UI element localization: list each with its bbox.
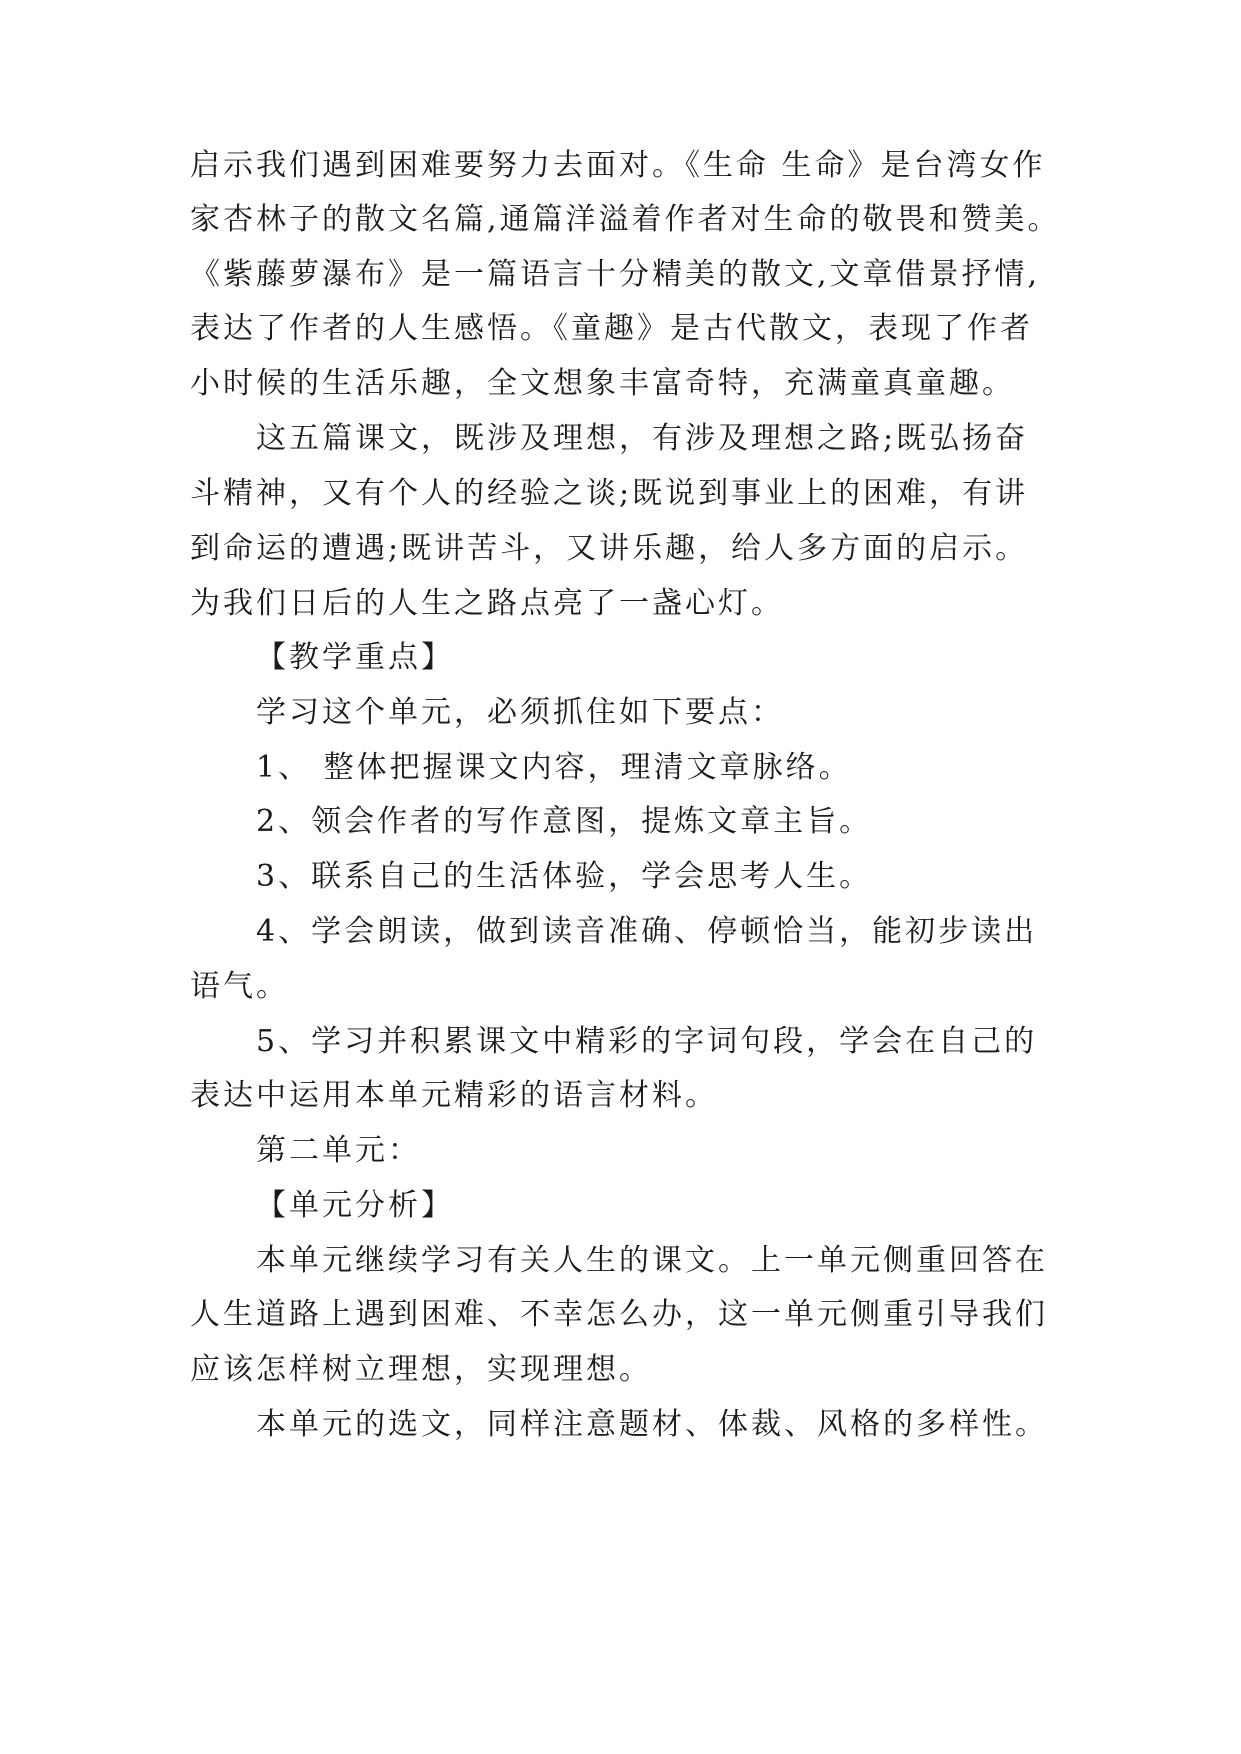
text-line: 表达了作者的人生感悟。《童趣》是古代散文，表现了作者 [190, 311, 1033, 346]
text-line: 斗精神，又有个人的经验之谈;既说到事业上的困难，有讲 [190, 476, 1029, 511]
text-line: 人生道路上遇到困难、不幸怎么办，这一单元侧重引导我们 [190, 1297, 1048, 1332]
text-line: 家杏林子的散文名篇,通篇洋溢着作者对生命的敬畏和赞美。 [190, 202, 1061, 237]
text-line: 为我们日后的人生之路点亮了一盏心灯。 [190, 586, 784, 621]
text-line: 启示我们遇到困难要努力去面对。《生命 生命》是台湾女作 [190, 148, 1046, 183]
text-line: 到命运的遭遇;既讲苦斗，又讲乐趣，给人多方面的启示。 [190, 531, 1029, 566]
section-heading: 【教学重点】 [256, 640, 454, 675]
paragraph-start: 本单元的选文，同样注意题材、体裁、风格的多样性。 [256, 1407, 1048, 1442]
unit-heading: 第二单元： [256, 1133, 421, 1168]
list-item: 3、联系自己的生活体验，学会思考人生。 [256, 859, 873, 894]
paragraph-start: 这五篇课文，既涉及理想，有涉及理想之路;既弘扬奋 [256, 421, 1029, 456]
text-line: 语气。 [190, 969, 289, 1004]
paragraph-start: 学习这个单元，必须抓住如下要点： [256, 695, 784, 730]
list-item: 5、学习并积累课文中精彩的字词句段，学会在自己的 [256, 1024, 1038, 1059]
list-item: 2、领会作者的写作意图，提炼文章主旨。 [256, 804, 873, 839]
text-line: 应该怎样树立理想，实现理想。 [190, 1352, 652, 1387]
paragraph-start: 本单元继续学习有关人生的课文。上一单元侧重回答在 [256, 1243, 1048, 1278]
text-line: 小时候的生活乐趣，全文想象丰富奇特，充满童真童趣。 [190, 366, 1015, 401]
section-heading: 【单元分析】 [256, 1188, 454, 1223]
list-item: 1、 整体把握课文内容，理清文章脉络。 [256, 750, 852, 785]
text-line: 《紫藤萝瀑布》是一篇语言十分精美的散文,文章借景抒情, [190, 257, 1041, 292]
text-line: 表达中运用本单元精彩的语言材料。 [190, 1078, 718, 1113]
list-item: 4、学会朗读，做到读音准确、停顿恰当，能初步读出 [256, 914, 1038, 949]
